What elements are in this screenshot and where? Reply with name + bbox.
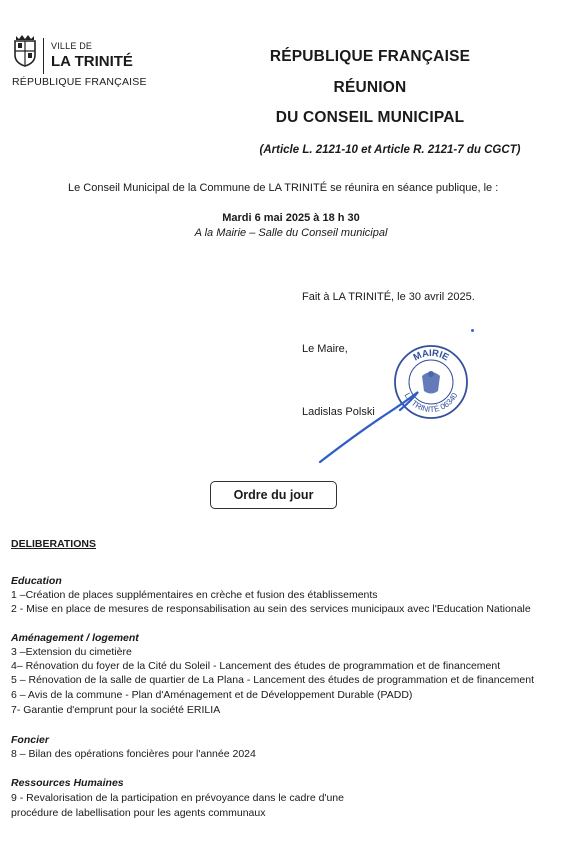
city-crest-icon — [12, 33, 38, 67]
logo-divider — [43, 38, 44, 74]
section-title-rh: Ressources Humaines — [11, 777, 124, 789]
meeting-date: Mardi 6 mai 2025 à 18 h 30 — [222, 212, 360, 224]
agenda-heading-box — [210, 481, 337, 509]
legal-articles: (Article L. 2121-10 et Article R. 2121-7 du CGCT) — [259, 144, 521, 156]
header-title-line-3: DU CONSEIL MUNICIPAL — [275, 109, 465, 126]
agenda-item-5: 5 – Rénovation de la salle de quartier de La Plana - Lancement des études de programmation et de financement — [11, 674, 535, 686]
agenda-item-3: 3 –Extension du cimetière — [11, 646, 132, 658]
agenda-item-9-continued: procédure de labellisation pour les agents communaux — [11, 807, 266, 819]
section-title-foncier: Foncier — [11, 734, 49, 746]
header-title-line-2: RÉUNION — [333, 79, 407, 96]
convocation-intro: Le Conseil Municipal de la Commune de LA TRINITÉ se réunira en séance publique, le : — [68, 182, 499, 194]
agenda-item-9: 9 - Revalorisation de la participation en prévoyance dans le cadre d'une — [11, 792, 344, 804]
logo-city-name: LA TRINITÉ — [51, 53, 133, 70]
stamp-top-text: MAIRIE — [411, 347, 451, 364]
agenda-item-4: 4– Rénovation du foyer de la Cité du Soleil - Lancement des études de programmation et de financement — [11, 660, 501, 672]
logo-ville-de: VILLE DE — [51, 41, 93, 51]
signed-place-date: Fait à LA TRINITÉ, le 30 avril 2025. — [302, 291, 475, 303]
header-title-line-1: RÉPUBLIQUE FRANÇAISE — [269, 48, 471, 65]
handwritten-signature — [300, 370, 450, 470]
agenda-item-8: 8 – Bilan des opérations foncières pour l'année 2024 — [11, 748, 256, 760]
section-title-education: Education — [11, 575, 62, 587]
deliberations-heading: DELIBERATIONS — [11, 538, 96, 550]
meeting-place: A la Mairie – Salle du Conseil municipal — [194, 227, 388, 239]
agenda-item-1: 1 –Création de places supplémentaires en crèche et fusion des établissements — [11, 589, 378, 601]
agenda-item-7: 7- Garantie d'emprunt pour la société ERILIA — [11, 704, 221, 716]
svg-text:MAIRIE — [412, 348, 451, 364]
agenda-item-2: 2 - Mise en place de mesures de responsabilisation au sein des services municipaux avec l'Education Nationale — [11, 603, 531, 615]
stamp-bottom-text: LA TRINITÉ 06340 — [402, 391, 460, 415]
logo-republique: RÉPUBLIQUE FRANÇAISE — [12, 76, 147, 88]
section-title-amenagement: Aménagement / logement — [11, 632, 139, 644]
ink-dot — [471, 329, 474, 332]
agenda-heading: Ordre du jour — [233, 488, 314, 502]
agenda-item-6: 6 – Avis de la commune - Plan d'Aménagement et de Développement Durable (PADD) — [11, 689, 413, 701]
signatory-name: Ladislas Polski — [302, 406, 375, 418]
signatory-title: Le Maire, — [302, 343, 348, 355]
